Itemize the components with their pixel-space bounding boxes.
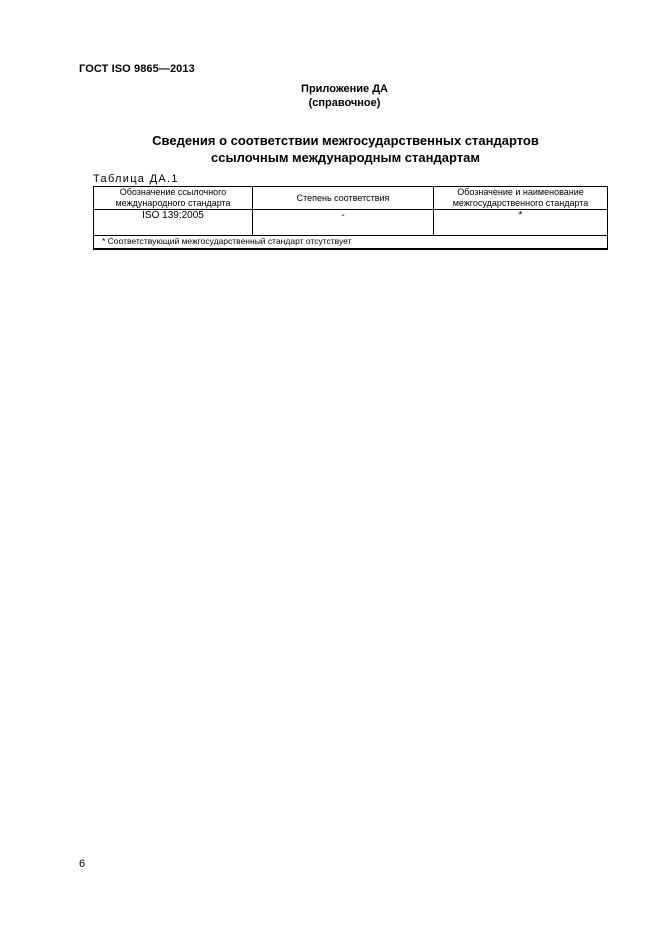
cell-interstate-standard: * (434, 210, 608, 236)
header-text: Степень соответствия (296, 192, 390, 203)
header-text: международного стандарта (115, 198, 231, 208)
header-text: Обозначение и наименование (457, 187, 584, 197)
section-title-line-1: Сведения о соответствии межгосударственных стандартов (152, 133, 539, 148)
appendix-type: (справочное) (308, 97, 381, 109)
footnote-row (94, 236, 608, 250)
column-header-international-standard (94, 187, 253, 210)
table-row (94, 210, 608, 236)
cell-international-standard: ISO 139:2005 (94, 210, 253, 236)
cell-degree: - (253, 210, 434, 236)
header-text: межгосударственного стандарта (452, 198, 589, 208)
section-title-line-2: ссылочным международным стандартам (211, 150, 480, 165)
appendix-heading (0, 82, 661, 110)
header-text: Обозначение ссылочного (119, 187, 227, 197)
document-code: ГОСТ ISO 9865—2013 (79, 63, 195, 75)
table-header-row (94, 187, 608, 210)
column-header-degree (253, 187, 434, 210)
appendix-label: Приложение ДА (301, 83, 388, 95)
page-number: 6 (79, 858, 86, 870)
table-footnote: * Соответствующий межгосударственный стандарт отсутствует (94, 236, 608, 250)
correspondence-table (93, 186, 608, 250)
table-caption: Таблица ДА.1 (93, 173, 179, 185)
section-title (0, 132, 661, 166)
column-header-interstate-standard (434, 187, 608, 210)
